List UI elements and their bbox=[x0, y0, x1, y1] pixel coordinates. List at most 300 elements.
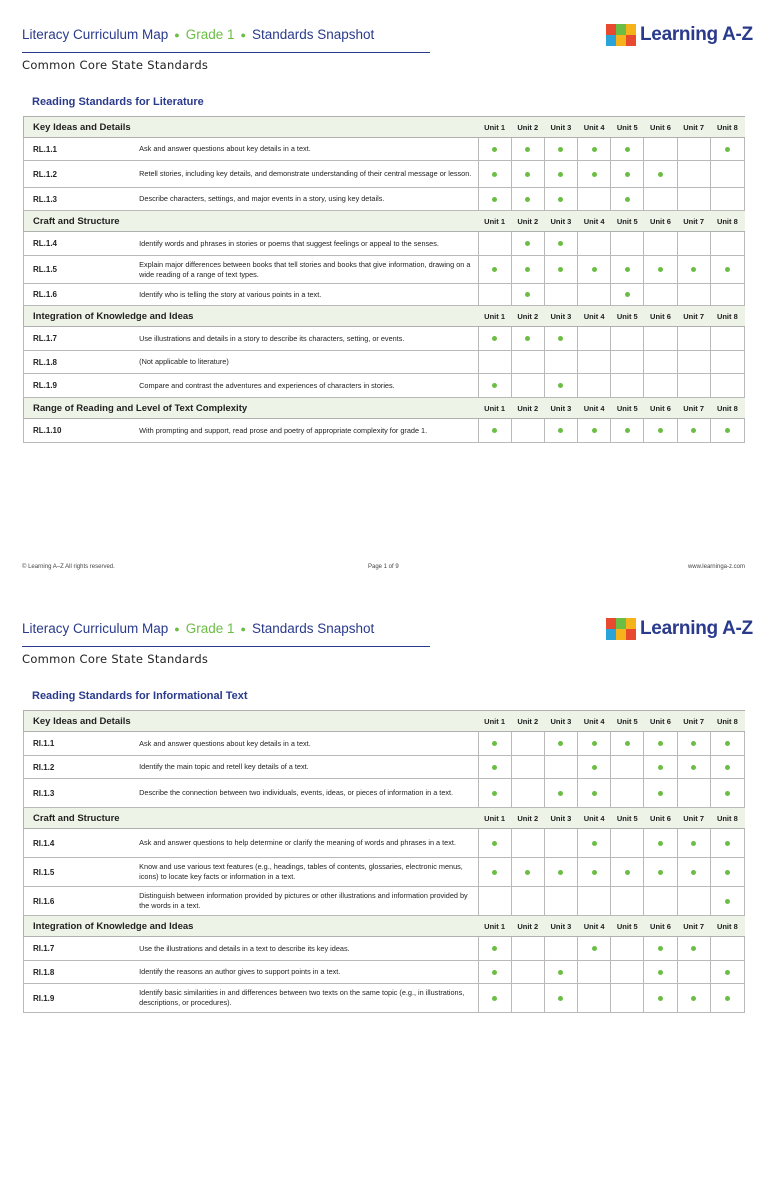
unit-cell bbox=[611, 188, 644, 211]
table-row bbox=[24, 732, 745, 756]
unit-column-header: Unit 4 bbox=[578, 117, 611, 138]
unit-cell bbox=[478, 756, 511, 779]
unit-cell bbox=[478, 161, 511, 188]
unit-cell bbox=[677, 732, 710, 756]
unit-cell bbox=[478, 937, 511, 961]
unit-cell bbox=[511, 961, 544, 984]
standard-code: RI.1.7 bbox=[24, 937, 140, 961]
standard-code: RI.1.3 bbox=[24, 779, 140, 808]
footer-url: www.learninga-z.com bbox=[687, 564, 745, 570]
unit-cell bbox=[478, 374, 511, 398]
unit-column-header: Unit 2 bbox=[511, 916, 544, 937]
unit-cell bbox=[611, 984, 644, 1013]
table-row bbox=[24, 138, 745, 161]
unit-cell bbox=[578, 419, 611, 443]
table-row bbox=[24, 232, 745, 256]
separator-dot: ● bbox=[240, 30, 246, 40]
standard-code: RL.1.8 bbox=[24, 351, 140, 374]
category-header-row bbox=[24, 306, 745, 327]
coverage-dot-icon bbox=[558, 172, 563, 177]
unit-cell bbox=[511, 756, 544, 779]
coverage-dot-icon bbox=[558, 336, 563, 341]
unit-cell bbox=[677, 961, 710, 984]
coverage-dot-icon bbox=[658, 267, 663, 272]
unit-cell bbox=[578, 232, 611, 256]
coverage-dot-icon bbox=[492, 946, 497, 951]
unit-cell bbox=[710, 138, 744, 161]
coverage-dot-icon bbox=[592, 147, 597, 152]
unit-column-header: Unit 3 bbox=[544, 916, 577, 937]
coverage-dot-icon bbox=[691, 946, 696, 951]
unit-cell bbox=[544, 161, 577, 188]
coverage-dot-icon bbox=[725, 899, 730, 904]
coverage-dot-icon bbox=[658, 172, 663, 177]
logo bbox=[606, 22, 753, 48]
coverage-dot-icon bbox=[558, 741, 563, 746]
unit-cell bbox=[544, 419, 577, 443]
unit-cell bbox=[710, 984, 744, 1013]
standard-description: Describe the connection between two individuals, events, ideas, or pieces of information in a text. bbox=[139, 779, 478, 808]
unit-column-header: Unit 2 bbox=[511, 306, 544, 327]
coverage-dot-icon bbox=[625, 172, 630, 177]
standard-description: (Not applicable to literature) bbox=[139, 351, 478, 374]
unit-cell bbox=[677, 232, 710, 256]
unit-cell bbox=[611, 327, 644, 351]
unit-cell bbox=[578, 256, 611, 284]
unit-column-header: Unit 5 bbox=[611, 117, 644, 138]
unit-cell bbox=[578, 374, 611, 398]
unit-column-header: Unit 6 bbox=[644, 808, 677, 829]
coverage-dot-icon bbox=[725, 267, 730, 272]
unit-column-header: Unit 7 bbox=[677, 117, 710, 138]
unit-column-header: Unit 6 bbox=[644, 916, 677, 937]
unit-cell bbox=[611, 232, 644, 256]
unit-cell bbox=[677, 756, 710, 779]
unit-cell bbox=[544, 232, 577, 256]
table-row bbox=[24, 374, 745, 398]
unit-cell bbox=[578, 887, 611, 916]
unit-cell bbox=[644, 732, 677, 756]
unit-cell bbox=[611, 284, 644, 306]
unit-column-header: Unit 5 bbox=[611, 398, 644, 419]
coverage-dot-icon bbox=[492, 428, 497, 433]
unit-cell bbox=[544, 374, 577, 398]
unit-cell bbox=[478, 284, 511, 306]
unit-cell bbox=[478, 779, 511, 808]
page-2 bbox=[0, 594, 768, 1188]
unit-cell bbox=[478, 984, 511, 1013]
coverage-dot-icon bbox=[492, 791, 497, 796]
logo-puzzle-icon bbox=[606, 618, 636, 640]
unit-column-header: Unit 2 bbox=[511, 117, 544, 138]
unit-cell bbox=[544, 937, 577, 961]
footer-page-number: Page 1 of 9 bbox=[368, 564, 399, 570]
table-row bbox=[24, 858, 745, 887]
unit-cell bbox=[511, 188, 544, 211]
unit-cell bbox=[644, 138, 677, 161]
coverage-dot-icon bbox=[658, 841, 663, 846]
unit-cell bbox=[677, 858, 710, 887]
category-header-row bbox=[24, 711, 745, 732]
unit-cell bbox=[544, 256, 577, 284]
coverage-dot-icon bbox=[592, 741, 597, 746]
unit-cell bbox=[710, 161, 744, 188]
standard-code: RL.1.5 bbox=[24, 256, 140, 284]
logo-text: Learning A-Z bbox=[640, 618, 753, 639]
coverage-dot-icon bbox=[691, 870, 696, 875]
category-header-row bbox=[24, 916, 745, 937]
table-row bbox=[24, 984, 745, 1013]
unit-column-header: Unit 2 bbox=[511, 398, 544, 419]
unit-cell bbox=[710, 829, 744, 858]
unit-cell bbox=[677, 327, 710, 351]
unit-cell bbox=[511, 256, 544, 284]
standards-table bbox=[23, 116, 745, 443]
unit-cell bbox=[511, 138, 544, 161]
page-subtitle: Common Core State Standards bbox=[22, 58, 209, 72]
unit-column-header: Unit 5 bbox=[611, 711, 644, 732]
unit-cell bbox=[511, 351, 544, 374]
unit-cell bbox=[677, 887, 710, 916]
coverage-dot-icon bbox=[658, 870, 663, 875]
coverage-dot-icon bbox=[592, 428, 597, 433]
coverage-dot-icon bbox=[725, 147, 730, 152]
unit-column-header: Unit 7 bbox=[677, 398, 710, 419]
table-row bbox=[24, 327, 745, 351]
unit-cell bbox=[578, 732, 611, 756]
unit-cell bbox=[478, 232, 511, 256]
unit-cell bbox=[677, 829, 710, 858]
coverage-dot-icon bbox=[691, 428, 696, 433]
coverage-dot-icon bbox=[525, 147, 530, 152]
coverage-dot-icon bbox=[558, 791, 563, 796]
unit-column-header: Unit 5 bbox=[611, 916, 644, 937]
coverage-dot-icon bbox=[658, 765, 663, 770]
coverage-dot-icon bbox=[658, 741, 663, 746]
coverage-dot-icon bbox=[558, 996, 563, 1001]
unit-cell bbox=[710, 232, 744, 256]
table-row bbox=[24, 161, 745, 188]
section-title: Reading Standards for Informational Text bbox=[32, 690, 248, 702]
unit-column-header: Unit 3 bbox=[544, 711, 577, 732]
standard-description: Identify who is telling the story at various points in a text. bbox=[139, 284, 478, 306]
unit-cell bbox=[511, 161, 544, 188]
coverage-dot-icon bbox=[625, 267, 630, 272]
unit-cell bbox=[611, 732, 644, 756]
coverage-dot-icon bbox=[592, 791, 597, 796]
coverage-dot-icon bbox=[525, 197, 530, 202]
unit-cell bbox=[644, 858, 677, 887]
footer-copyright: © Learning A–Z All rights reserved. bbox=[22, 564, 115, 570]
coverage-dot-icon bbox=[725, 996, 730, 1001]
category-name: Range of Reading and Level of Text Complexity bbox=[24, 398, 479, 419]
table-row bbox=[24, 887, 745, 916]
coverage-dot-icon bbox=[492, 970, 497, 975]
unit-cell bbox=[478, 829, 511, 858]
page-subtitle: Common Core State Standards bbox=[22, 652, 209, 666]
unit-cell bbox=[677, 284, 710, 306]
coverage-dot-icon bbox=[658, 996, 663, 1001]
unit-cell bbox=[544, 961, 577, 984]
unit-cell bbox=[511, 419, 544, 443]
unit-cell bbox=[611, 961, 644, 984]
category-name: Integration of Knowledge and Ideas bbox=[24, 306, 479, 327]
section-title: Reading Standards for Literature bbox=[32, 96, 204, 108]
unit-cell bbox=[578, 327, 611, 351]
unit-column-header: Unit 7 bbox=[677, 306, 710, 327]
unit-column-header: Unit 8 bbox=[710, 211, 744, 232]
unit-column-header: Unit 1 bbox=[478, 808, 511, 829]
unit-cell bbox=[511, 829, 544, 858]
unit-cell bbox=[544, 887, 577, 916]
unit-cell bbox=[710, 858, 744, 887]
unit-cell bbox=[644, 961, 677, 984]
category-header-row bbox=[24, 398, 745, 419]
unit-cell bbox=[511, 374, 544, 398]
unit-cell bbox=[710, 284, 744, 306]
standards-table bbox=[23, 710, 745, 1013]
standard-description: With prompting and support, read prose and poetry of appropriate complexity for grade 1. bbox=[139, 419, 478, 443]
coverage-dot-icon bbox=[492, 383, 497, 388]
coverage-dot-icon bbox=[558, 383, 563, 388]
unit-cell bbox=[578, 188, 611, 211]
separator-dot: ● bbox=[174, 30, 180, 40]
standard-description: Use the illustrations and details in a text to describe its key ideas. bbox=[139, 937, 478, 961]
standard-code: RL.1.1 bbox=[24, 138, 140, 161]
unit-column-header: Unit 2 bbox=[511, 808, 544, 829]
coverage-dot-icon bbox=[558, 241, 563, 246]
coverage-dot-icon bbox=[691, 741, 696, 746]
unit-column-header: Unit 4 bbox=[578, 808, 611, 829]
unit-cell bbox=[644, 256, 677, 284]
unit-cell bbox=[644, 756, 677, 779]
unit-cell bbox=[710, 374, 744, 398]
unit-cell bbox=[644, 232, 677, 256]
standard-code: RL.1.3 bbox=[24, 188, 140, 211]
unit-cell bbox=[677, 374, 710, 398]
coverage-dot-icon bbox=[525, 292, 530, 297]
unit-column-header: Unit 3 bbox=[544, 117, 577, 138]
unit-cell bbox=[644, 188, 677, 211]
unit-column-header: Unit 1 bbox=[478, 398, 511, 419]
standard-code: RI.1.4 bbox=[24, 829, 140, 858]
standard-description: Explain major differences between books that tell stories and books that give information, drawing on a wide reading of a range of text types. bbox=[139, 256, 478, 284]
unit-column-header: Unit 1 bbox=[478, 711, 511, 732]
unit-cell bbox=[544, 779, 577, 808]
table-row bbox=[24, 256, 745, 284]
unit-cell bbox=[710, 732, 744, 756]
coverage-dot-icon bbox=[492, 996, 497, 1001]
unit-cell bbox=[478, 138, 511, 161]
unit-cell bbox=[478, 327, 511, 351]
unit-cell bbox=[611, 829, 644, 858]
coverage-dot-icon bbox=[592, 841, 597, 846]
unit-cell bbox=[511, 887, 544, 916]
coverage-dot-icon bbox=[492, 197, 497, 202]
unit-cell bbox=[578, 161, 611, 188]
coverage-dot-icon bbox=[625, 292, 630, 297]
unit-cell bbox=[544, 188, 577, 211]
coverage-dot-icon bbox=[492, 870, 497, 875]
standard-description: Ask and answer questions about key details in a text. bbox=[139, 732, 478, 756]
category-name: Craft and Structure bbox=[24, 211, 479, 232]
coverage-dot-icon bbox=[625, 197, 630, 202]
unit-cell bbox=[677, 937, 710, 961]
header-rule bbox=[22, 52, 430, 53]
header-title: Literacy Curriculum Map bbox=[22, 27, 169, 42]
unit-cell bbox=[544, 756, 577, 779]
coverage-dot-icon bbox=[625, 428, 630, 433]
unit-cell bbox=[611, 419, 644, 443]
unit-cell bbox=[611, 887, 644, 916]
unit-column-header: Unit 4 bbox=[578, 306, 611, 327]
category-header-row bbox=[24, 808, 745, 829]
unit-column-header: Unit 6 bbox=[644, 711, 677, 732]
unit-cell bbox=[710, 188, 744, 211]
coverage-dot-icon bbox=[558, 970, 563, 975]
unit-cell bbox=[644, 779, 677, 808]
unit-cell bbox=[710, 256, 744, 284]
unit-column-header: Unit 6 bbox=[644, 211, 677, 232]
unit-column-header: Unit 3 bbox=[544, 306, 577, 327]
table-row bbox=[24, 188, 745, 211]
unit-cell bbox=[578, 756, 611, 779]
unit-cell bbox=[644, 984, 677, 1013]
coverage-dot-icon bbox=[725, 970, 730, 975]
coverage-dot-icon bbox=[658, 946, 663, 951]
unit-column-header: Unit 8 bbox=[710, 916, 744, 937]
unit-cell bbox=[544, 732, 577, 756]
coverage-dot-icon bbox=[492, 267, 497, 272]
coverage-dot-icon bbox=[592, 870, 597, 875]
coverage-dot-icon bbox=[525, 870, 530, 875]
unit-cell bbox=[677, 984, 710, 1013]
coverage-dot-icon bbox=[658, 791, 663, 796]
standard-code: RI.1.2 bbox=[24, 756, 140, 779]
coverage-dot-icon bbox=[592, 946, 597, 951]
coverage-dot-icon bbox=[558, 870, 563, 875]
unit-cell bbox=[644, 937, 677, 961]
coverage-dot-icon bbox=[691, 267, 696, 272]
unit-cell bbox=[578, 937, 611, 961]
category-header-row bbox=[24, 117, 745, 138]
category-name: Integration of Knowledge and Ideas bbox=[24, 916, 479, 937]
coverage-dot-icon bbox=[592, 172, 597, 177]
unit-column-header: Unit 1 bbox=[478, 306, 511, 327]
unit-cell bbox=[578, 351, 611, 374]
unit-cell bbox=[578, 138, 611, 161]
unit-cell bbox=[578, 961, 611, 984]
header-title: Literacy Curriculum Map bbox=[22, 621, 169, 636]
standard-description: Distinguish between information provided by pictures or other illustrations and information provided by the words in a text. bbox=[139, 887, 478, 916]
unit-cell bbox=[710, 351, 744, 374]
unit-cell bbox=[710, 419, 744, 443]
unit-column-header: Unit 5 bbox=[611, 306, 644, 327]
coverage-dot-icon bbox=[492, 172, 497, 177]
unit-cell bbox=[611, 161, 644, 188]
standard-code: RI.1.9 bbox=[24, 984, 140, 1013]
standard-code: RI.1.8 bbox=[24, 961, 140, 984]
coverage-dot-icon bbox=[492, 765, 497, 770]
unit-cell bbox=[644, 161, 677, 188]
unit-cell bbox=[677, 188, 710, 211]
unit-cell bbox=[710, 887, 744, 916]
coverage-dot-icon bbox=[492, 841, 497, 846]
unit-cell bbox=[710, 961, 744, 984]
coverage-dot-icon bbox=[725, 765, 730, 770]
unit-cell bbox=[644, 351, 677, 374]
unit-column-header: Unit 4 bbox=[578, 211, 611, 232]
unit-column-header: Unit 7 bbox=[677, 211, 710, 232]
table-row bbox=[24, 284, 745, 306]
coverage-dot-icon bbox=[725, 791, 730, 796]
coverage-dot-icon bbox=[725, 741, 730, 746]
category-name: Craft and Structure bbox=[24, 808, 479, 829]
standard-code: RL.1.4 bbox=[24, 232, 140, 256]
unit-cell bbox=[478, 419, 511, 443]
unit-cell bbox=[511, 779, 544, 808]
unit-cell bbox=[511, 232, 544, 256]
unit-cell bbox=[644, 327, 677, 351]
unit-column-header: Unit 8 bbox=[710, 306, 744, 327]
unit-cell bbox=[544, 138, 577, 161]
unit-column-header: Unit 8 bbox=[710, 117, 744, 138]
unit-cell bbox=[644, 829, 677, 858]
header-grade: Grade 1 bbox=[185, 621, 235, 636]
unit-cell bbox=[710, 779, 744, 808]
unit-column-header: Unit 8 bbox=[710, 398, 744, 419]
standard-description: Use illustrations and details in a story to describe its characters, setting, or events. bbox=[139, 327, 478, 351]
unit-column-header: Unit 3 bbox=[544, 808, 577, 829]
header-snapshot: Standards Snapshot bbox=[251, 27, 375, 42]
unit-cell bbox=[544, 858, 577, 887]
unit-cell bbox=[478, 887, 511, 916]
unit-column-header: Unit 3 bbox=[544, 398, 577, 419]
unit-cell bbox=[578, 284, 611, 306]
standard-code: RL.1.2 bbox=[24, 161, 140, 188]
unit-cell bbox=[611, 858, 644, 887]
unit-column-header: Unit 2 bbox=[511, 211, 544, 232]
standard-description: Identify the reasons an author gives to support points in a text. bbox=[139, 961, 478, 984]
standard-description: Ask and answer questions about key details in a text. bbox=[139, 138, 478, 161]
unit-cell bbox=[710, 327, 744, 351]
unit-column-header: Unit 4 bbox=[578, 398, 611, 419]
unit-cell bbox=[710, 756, 744, 779]
logo bbox=[606, 616, 753, 642]
unit-column-header: Unit 3 bbox=[544, 211, 577, 232]
unit-column-header: Unit 1 bbox=[478, 117, 511, 138]
unit-cell bbox=[478, 188, 511, 211]
unit-cell bbox=[544, 284, 577, 306]
coverage-dot-icon bbox=[558, 267, 563, 272]
coverage-dot-icon bbox=[658, 970, 663, 975]
unit-cell bbox=[644, 374, 677, 398]
unit-column-header: Unit 6 bbox=[644, 398, 677, 419]
unit-cell bbox=[511, 984, 544, 1013]
coverage-dot-icon bbox=[691, 765, 696, 770]
unit-cell bbox=[478, 732, 511, 756]
unit-cell bbox=[544, 829, 577, 858]
standard-code: RI.1.1 bbox=[24, 732, 140, 756]
coverage-dot-icon bbox=[558, 197, 563, 202]
unit-column-header: Unit 2 bbox=[511, 711, 544, 732]
unit-cell bbox=[511, 732, 544, 756]
unit-cell bbox=[611, 779, 644, 808]
unit-column-header: Unit 4 bbox=[578, 711, 611, 732]
unit-cell bbox=[478, 256, 511, 284]
unit-cell bbox=[544, 351, 577, 374]
coverage-dot-icon bbox=[525, 267, 530, 272]
